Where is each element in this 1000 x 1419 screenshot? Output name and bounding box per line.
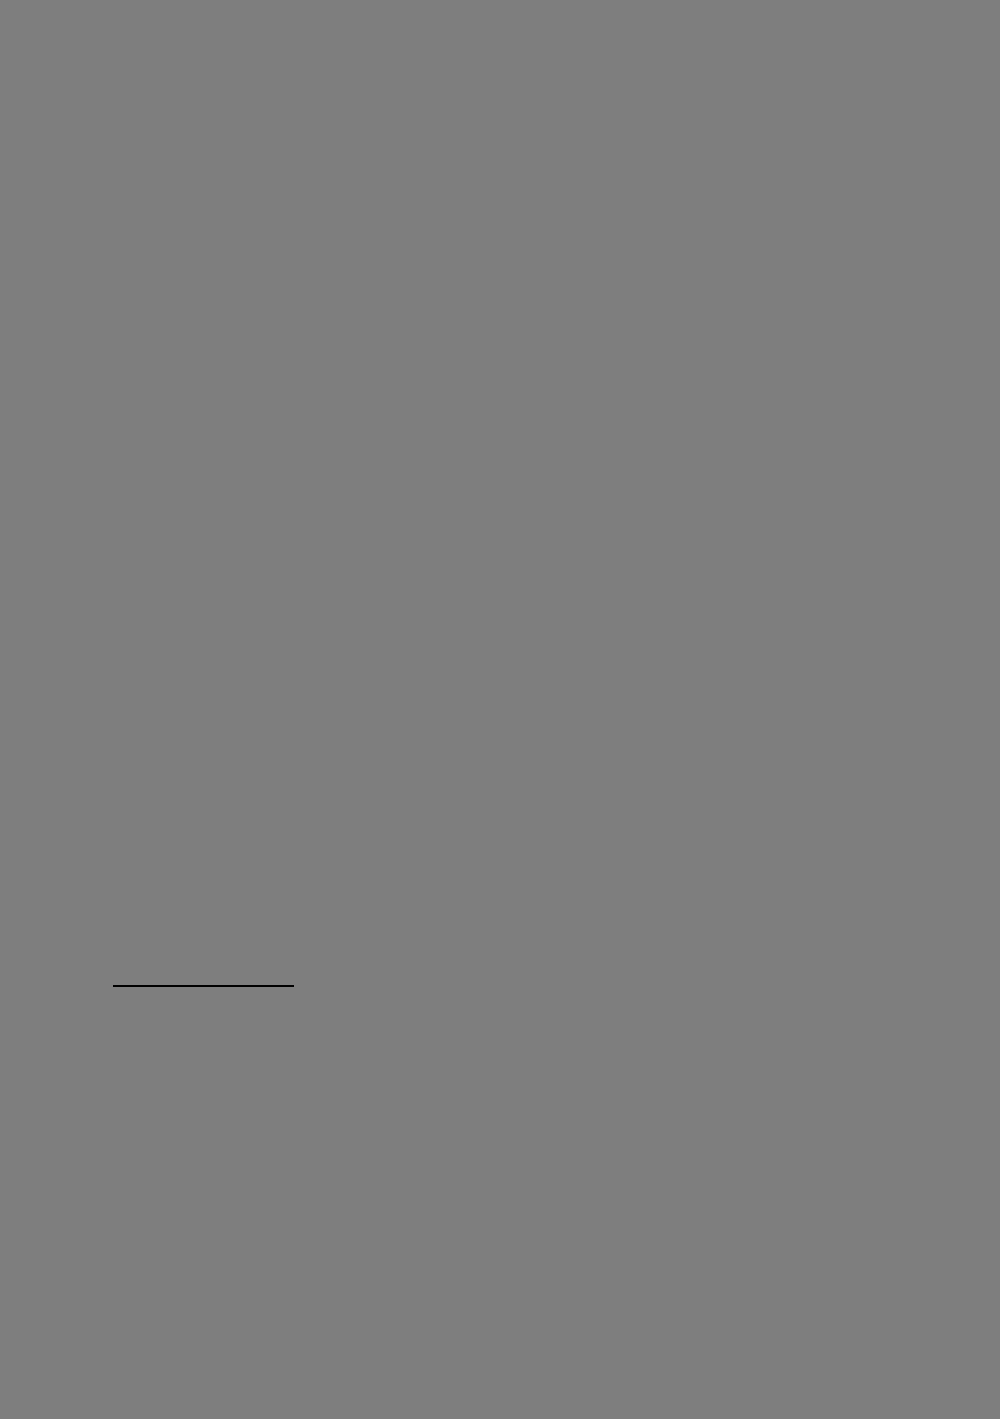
footnote-separator	[113, 985, 294, 987]
